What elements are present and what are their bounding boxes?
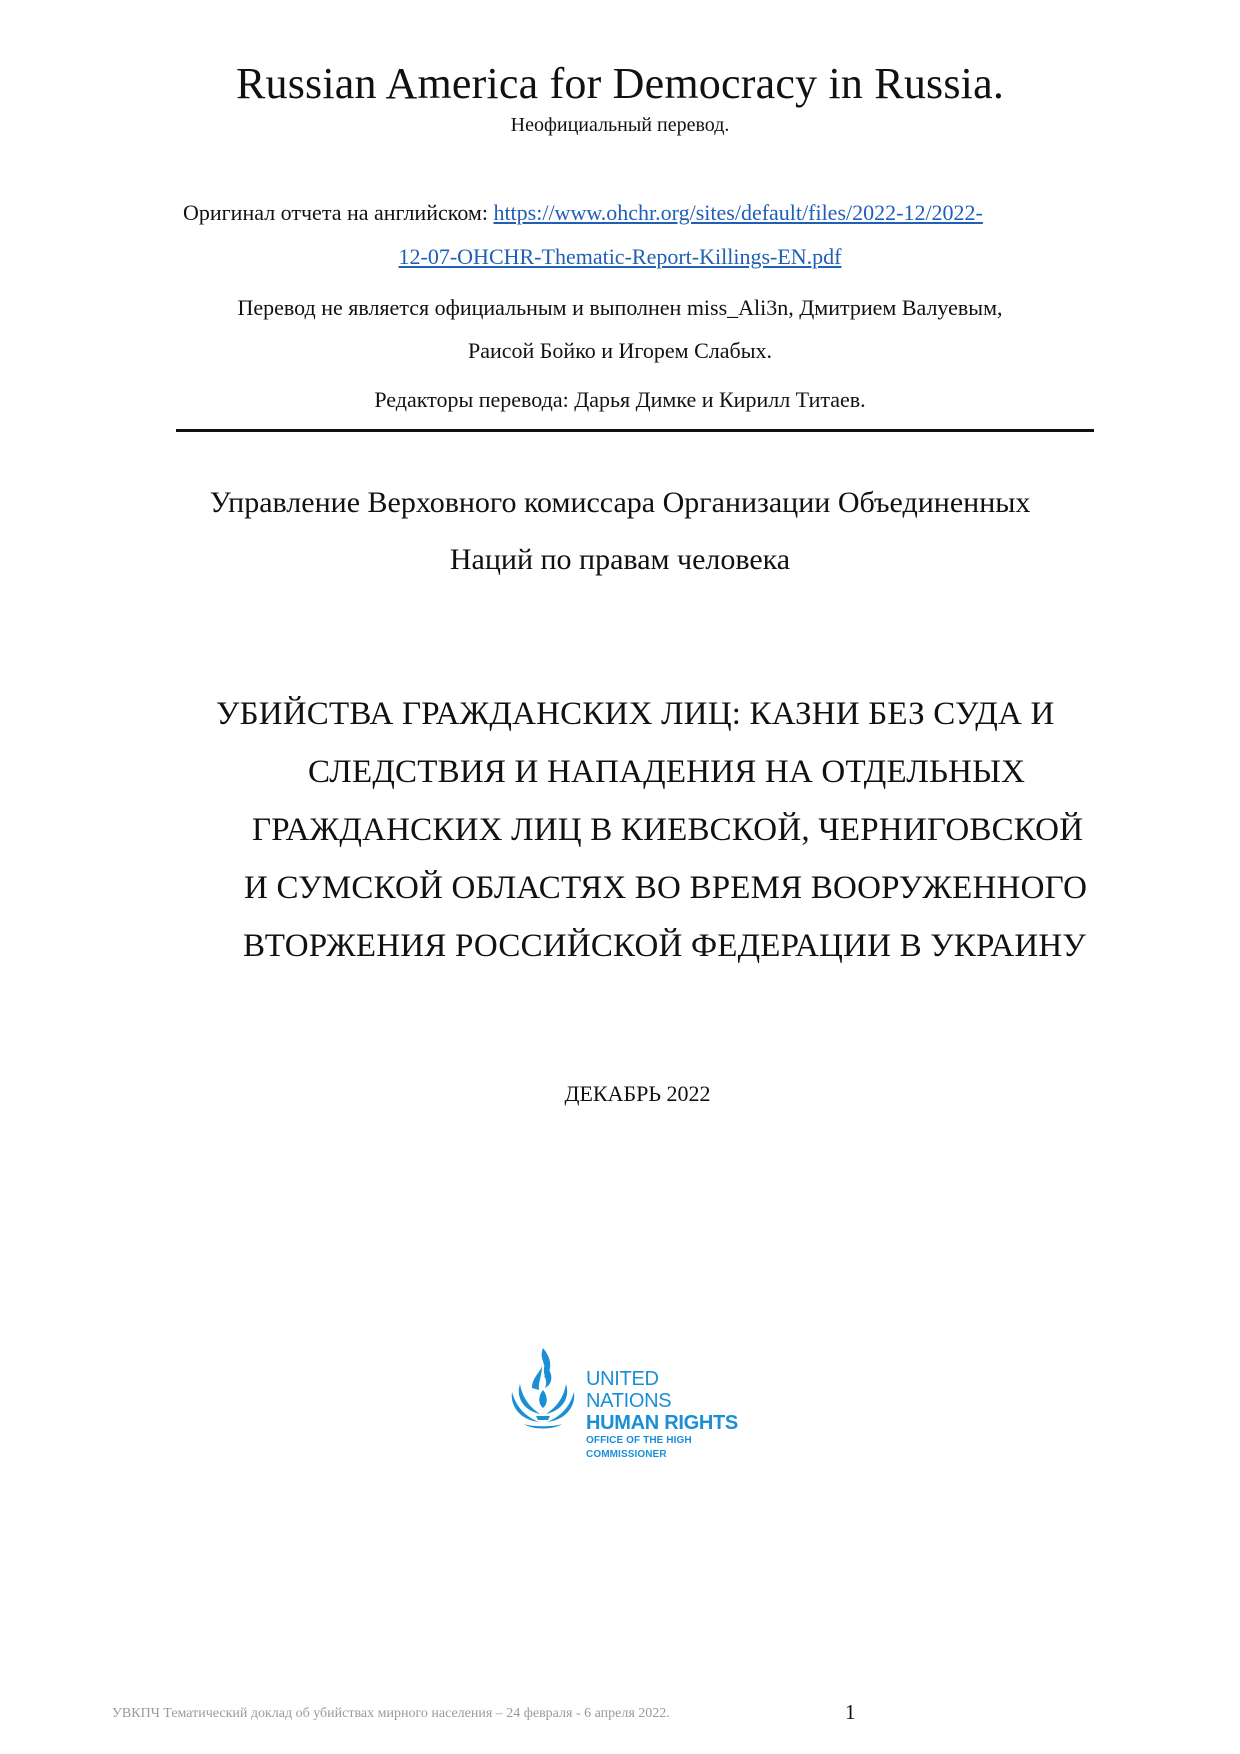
logo-text-office: OFFICE OF THE HIGH COMMISSIONER [586,1435,692,1460]
footer-text: УВКПЧ Тематический доклад об убийствах мирного населения – 24 февраля - 6 апреля 2022. [112,1706,670,1721]
translators-line-1: Перевод не является официальным и выполнен miss_Ali3n, Дмитрием Валуевым, [237,295,1003,320]
report-title-line-3: ГРАЖДАНСКИХ ЛИЦ В КИЕВСКОЙ, ЧЕРНИГОВСКОЙ [252,812,1084,848]
un-human-rights-logo [508,1344,748,1460]
un-human-rights-flame-icon [508,1344,578,1434]
report-title-line-1: УБИЙСТВА ГРАЖДАНСКИХ ЛИЦ: КАЗНИ БЕЗ СУДА И [216,696,1055,732]
editors-line: Редакторы перевода: Дарья Димке и Кирилл Титаев. [374,387,866,412]
office-title-line-1: Управление Верховного комиссара Организации Объединенных [209,486,1031,519]
logo-text-united-nations: UNITED NATIONS [586,1368,672,1412]
original-report-label: Оригинал отчета на английском: [183,200,494,225]
translators-line-2: Раисой Бойко и Игорем Слабых. [467,338,772,363]
original-report-link-continued-line [0,244,1240,270]
logo-text [586,1368,748,1462]
original-report-link[interactable]: https://www.ohchr.org/sites/default/files/2022-12/2022- [493,200,983,225]
header-divider [176,429,1094,432]
report-date: ДЕКАБРЬ 2022 [564,1081,711,1106]
original-report-line [183,200,983,226]
page-number: 1 [845,1700,856,1724]
report-title-line-5: ВТОРЖЕНИЯ РОССИЙСКОЙ ФЕДЕРАЦИИ В УКРАИНУ [243,928,1086,964]
report-title-line-4: И СУМСКОЙ ОБЛАСТЯХ ВО ВРЕМЯ ВООРУЖЕННОГО [244,870,1088,906]
org-title: Russian America for Democracy in Russia. [235,59,1005,108]
report-title-line-2: СЛЕДСТВИЯ И НАПАДЕНИЯ НА ОТДЕЛЬНЫХ [308,754,1026,790]
office-title-line-2: Наций по правам человека [449,543,791,576]
unofficial-note: Неофициальный перевод. [510,114,730,136]
logo-text-human-rights: HUMAN RIGHTS [586,1412,738,1434]
original-report-link-continued[interactable]: 12-07-OHCHR-Thematic-Report-Killings-EN.pdf [398,244,842,269]
